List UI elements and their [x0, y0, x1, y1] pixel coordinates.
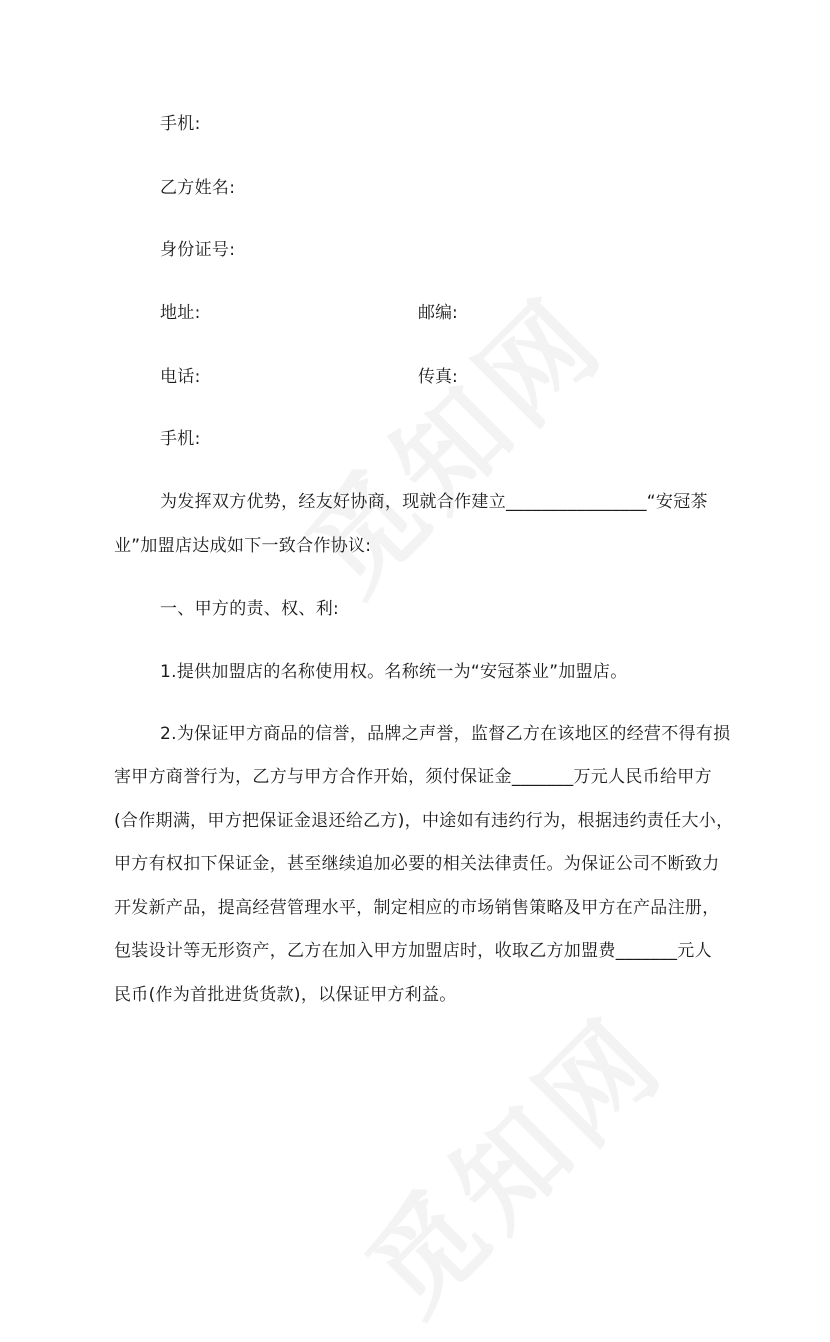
- section-1-title: 一、甲方的责、权、利:: [160, 599, 340, 619]
- clause-2-line-2: 害甲方商誉行为，乙方与甲方合作开始，须付保证金_______万元人民币给甲方: [114, 767, 712, 787]
- field-fax: 传真:: [418, 367, 458, 387]
- clause-2-line-4: 甲方有权扣下保证金，甚至继续追加必要的相关法律责任。为保证公司不断致力: [114, 854, 720, 874]
- intro-line-2: 业”加盟店达成如下一致合作协议:: [114, 536, 372, 556]
- clause-2-line-3: (合作期满，甲方把保证金退还给乙方)，中途如有违约行为，根据违约责任大小，: [114, 811, 734, 831]
- watermark-lower: [327, 976, 693, 1342]
- clause-2-line-7: 民币(作为首批进货货款)，以保证甲方利益。: [114, 985, 457, 1005]
- intro-line-1: 为发挥双方优势，经友好协商，现就合作建立________________“安冠茶: [160, 492, 708, 512]
- field-postcode: 邮编:: [418, 303, 458, 323]
- clause-1: 1.提供加盟店的名称使用权。名称统一为“安冠茶业”加盟店。: [160, 662, 628, 682]
- field-party-b-name: 乙方姓名:: [160, 178, 236, 198]
- field-address: 地址:: [160, 303, 201, 323]
- field-id-number: 身份证号:: [160, 240, 236, 260]
- clause-2-line-5: 开发新产品，提高经营管理水平，制定相应的市场销售策略及甲方在产品注册，: [114, 898, 720, 918]
- field-mobile-b: 手机:: [160, 429, 201, 449]
- field-phone: 电话:: [160, 367, 201, 387]
- clause-2-line-1: 2.为保证甲方商品的信誉，品牌之声誉，监督乙方在该地区的经营不得有损: [160, 724, 731, 744]
- field-mobile-a: 手机:: [160, 114, 201, 134]
- clause-2-line-6: 包装设计等无形资产，乙方在加入甲方加盟店时，收取乙方加盟费_______元人: [114, 941, 712, 961]
